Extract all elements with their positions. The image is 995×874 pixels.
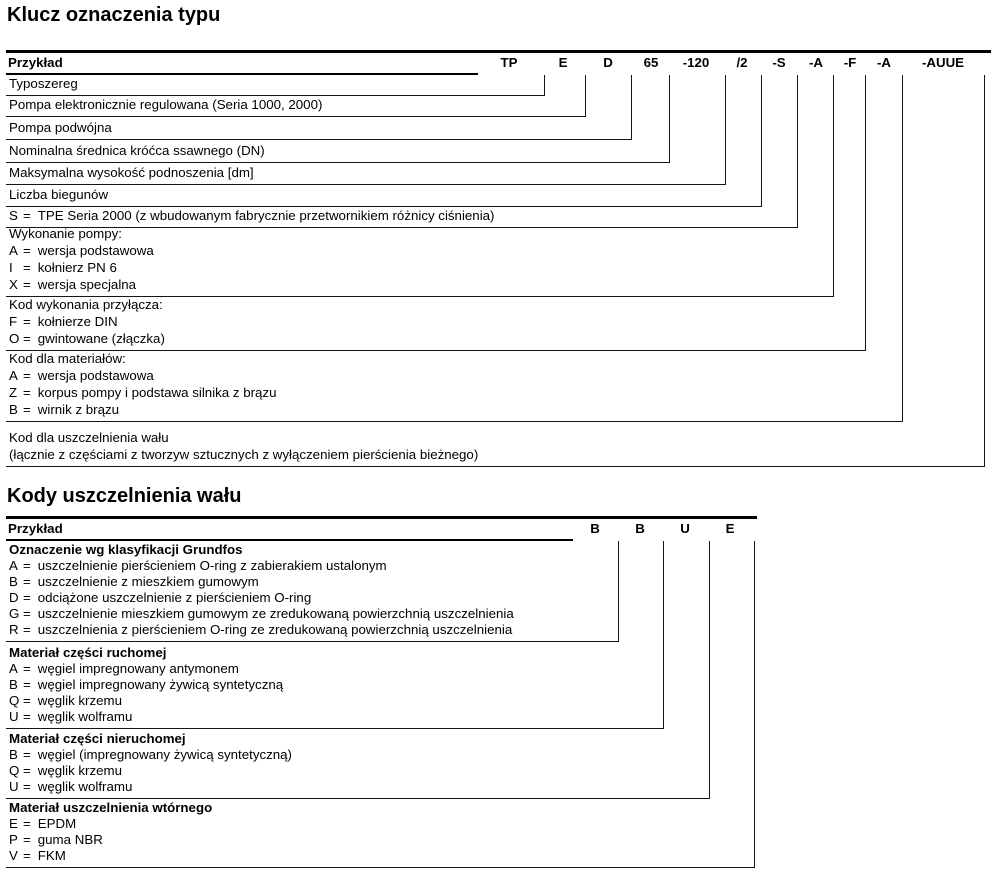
type-code-e: E [558, 55, 568, 70]
item-code: B [9, 574, 18, 589]
equals-sign: = [23, 208, 31, 223]
equals-sign: = [23, 693, 31, 708]
equals-sign: = [23, 277, 31, 292]
item-code: P [9, 832, 18, 847]
item-label: guma NBR [37, 832, 103, 847]
item-label: EPDM [37, 816, 77, 831]
item-label: TPE Seria 2000 (z wbudowanym fabrycznie przetwornikiem różnicy ciśnienia) [37, 208, 495, 223]
item-label: uszczelnienie pierścieniem O-ring z zabierakiem ustalonym [37, 558, 387, 573]
item-code: B [9, 677, 18, 692]
equals-sign: = [23, 832, 31, 847]
item-line [9, 816, 754, 832]
type-code-s: -S [772, 55, 786, 70]
equals-sign: = [23, 590, 31, 605]
item-code: Z [9, 385, 18, 400]
section2-top-rule [6, 516, 757, 519]
item-code: U [9, 709, 19, 724]
item-code: A [9, 661, 18, 676]
item-code: U [9, 779, 19, 794]
equals-sign: = [23, 709, 31, 724]
row-label: Maksymalna wysokość podnoszenia [dm] [9, 165, 254, 180]
type-code-120: -120 [682, 55, 710, 70]
item-label: FKM [37, 848, 66, 863]
row-header: Kod wykonania przyłącza: [9, 297, 163, 312]
seal-code-b2: B [635, 521, 645, 536]
equals-sign: = [23, 402, 31, 417]
row-header: Kod dla materiałów: [9, 351, 126, 366]
item-code: Q [9, 763, 20, 778]
item-code: V [9, 848, 18, 863]
item-label: kołnierze DIN [37, 314, 118, 329]
item-label: wirnik z brązu [37, 402, 120, 417]
item-label: uszczelnienie z mieszkiem gumowym [37, 574, 259, 589]
item-label: kołnierz PN 6 [37, 260, 117, 275]
seal-code-b1: B [590, 521, 600, 536]
item-label: węglik wolframu [37, 709, 133, 724]
section1-title: Klucz oznaczenia typu [7, 4, 221, 26]
seal-group-uszczelnienie-wtorne [6, 541, 755, 868]
equals-sign: = [23, 622, 31, 637]
equals-sign: = [23, 574, 31, 589]
equals-sign: = [23, 747, 31, 762]
item-label: węgiel impregnowany antymonem [37, 661, 239, 676]
row-label: Nominalna średnica króćca ssawnego (DN) [9, 143, 265, 158]
equals-sign: = [23, 368, 31, 383]
item-code: B [9, 747, 18, 762]
row-header: Wykonanie pompy: [9, 226, 122, 241]
item-code: A [9, 243, 18, 258]
equals-sign: = [23, 558, 31, 573]
item-label: uszczelnienie mieszkiem gumowym ze zredukowaną powierzchnią uszczelnienia [37, 606, 514, 621]
equals-sign: = [23, 763, 31, 778]
item-label: wersja podstawowa [37, 368, 154, 383]
equals-sign: = [23, 816, 31, 831]
row-label: Pompa elektronicznie regulowana (Seria 1000, 2000) [9, 97, 323, 112]
key-row-uszczelnienie-walu [6, 75, 985, 467]
item-code: R [9, 622, 19, 637]
type-code-65: 65 [643, 55, 659, 70]
group-header: Oznaczenie wg klasyfikacji Grundfos [9, 542, 243, 557]
equals-sign: = [23, 848, 31, 863]
section2-example-label: Przykład [8, 521, 63, 536]
item-label: korpus pompy i podstawa silnika z brązu [37, 385, 277, 400]
item-code: E [9, 816, 18, 831]
equals-sign: = [23, 606, 31, 621]
group-header: Materiał uszczelnienia wtórnego [9, 800, 213, 815]
type-code-a2: -A [876, 55, 892, 70]
item-code: D [9, 590, 19, 605]
item-code: B [9, 402, 18, 417]
section2-title: Kody uszczelnienia wału [7, 485, 242, 507]
item-code: I [9, 260, 13, 275]
row-label: Liczba biegunów [9, 187, 109, 202]
row-label: Kod dla uszczelnienia wału [9, 430, 169, 445]
item-label: węgiel impregnowany żywicą syntetyczną [37, 677, 284, 692]
item-code: A [9, 558, 18, 573]
type-code-tp: TP [500, 55, 518, 70]
type-code-2: /2 [736, 55, 748, 70]
row-label: Typoszereg [9, 76, 78, 91]
item-label: odciążone uszczelnienie z pierścieniem O-ring [37, 590, 312, 605]
section1-example-label: Przykład [8, 55, 63, 70]
equals-sign: = [23, 779, 31, 794]
item-label: węgiel (impregnowany żywicą syntetyczną) [37, 747, 292, 762]
type-code-auue: -AUUE [921, 55, 965, 70]
type-code-d: D [603, 55, 613, 70]
item-label: uszczelnienia z pierścieniem O-ring ze zredukowaną powierzchnią uszczelnienia [37, 622, 513, 637]
equals-sign: = [23, 331, 31, 346]
section1-top-rule [6, 50, 991, 53]
seal-code-u: U [680, 521, 690, 536]
item-label: wersja podstawowa [37, 243, 154, 258]
item-code: G [9, 606, 20, 621]
equals-sign: = [23, 677, 31, 692]
row-label: Pompa podwójna [9, 120, 112, 135]
equals-sign: = [23, 260, 31, 275]
seal-code-e: E [725, 521, 735, 536]
equals-sign: = [23, 243, 31, 258]
type-code-f: -F [843, 55, 857, 70]
item-code: O [9, 331, 20, 346]
item-code: X [9, 277, 18, 292]
item-label: węglik wolframu [37, 779, 133, 794]
equals-sign: = [23, 385, 31, 400]
row-label-note: (łącznie z częściami z tworzyw sztucznych z wyłączeniem pierścienia bieżnego) [9, 447, 479, 462]
item-line [9, 832, 754, 848]
item-label: gwintowane (złączka) [37, 331, 165, 346]
item-code: S [9, 208, 18, 223]
equals-sign: = [23, 314, 31, 329]
item-line [9, 848, 754, 864]
item-code: A [9, 368, 18, 383]
type-code-a1: -A [808, 55, 824, 70]
item-code: F [9, 314, 18, 329]
item-code: Q [9, 693, 20, 708]
group-header: Materiał części ruchomej [9, 645, 167, 660]
equals-sign: = [23, 661, 31, 676]
item-label: wersja specjalna [37, 277, 137, 292]
group-header: Materiał części nieruchomej [9, 731, 186, 746]
item-label: węglik krzemu [37, 693, 123, 708]
item-label: węglik krzemu [37, 763, 123, 778]
